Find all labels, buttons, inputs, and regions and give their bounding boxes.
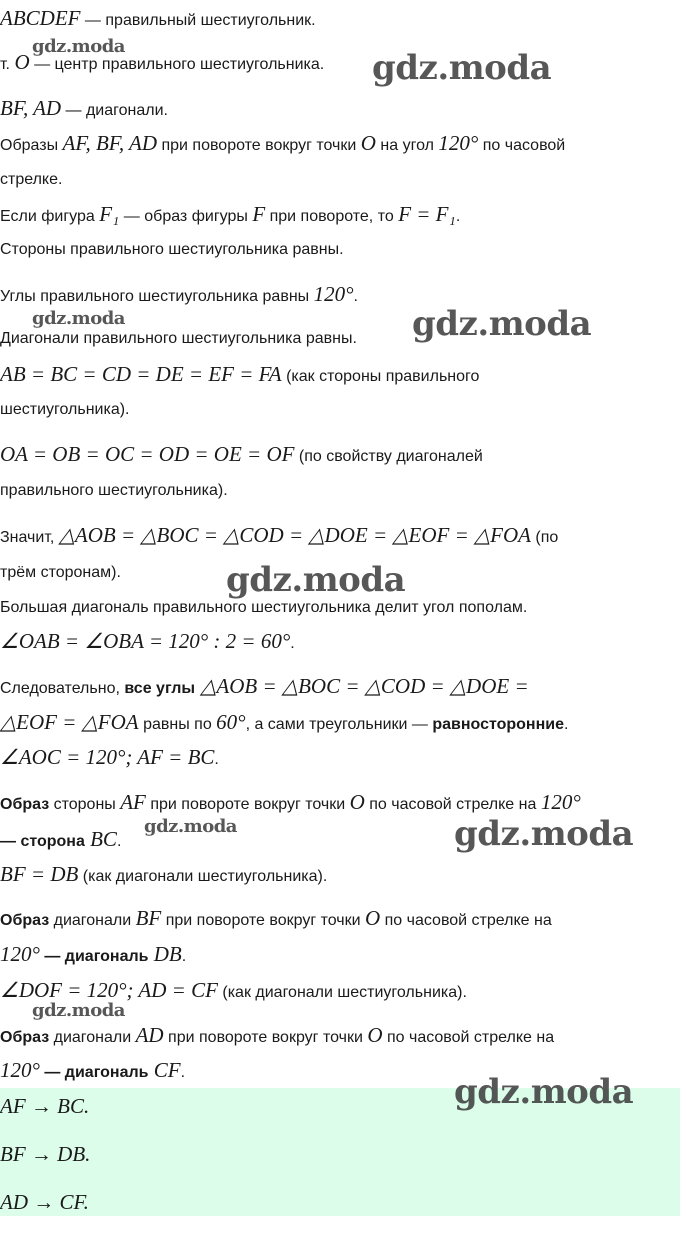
watermark-text: gdz.moda: [32, 1000, 125, 1021]
text-line-2: т. O — центр правильного шестиугольника.: [0, 50, 325, 74]
watermark-text: gdz.moda: [32, 308, 125, 329]
text-line-24: Образ диагонали BF при повороте вокруг точки O по часовой стрелке на: [0, 906, 552, 930]
text-line-5: стрелке.: [0, 171, 63, 188]
text-line-14: Значит, △AOB = △BOC = △COD = △DOE = △EOF = △FOA (по: [0, 523, 559, 547]
text-line-12: OA = OB = OC = OD = OE = OF (по свойству диагоналей: [0, 442, 483, 466]
text-line-4: Образы AF, BF, AD при повороте вокруг точки O на угол 120° по часовой: [0, 131, 566, 155]
watermark-text: gdz.moda: [32, 36, 125, 57]
watermark-text: gdz.moda: [144, 816, 237, 837]
text-line-28: 120° — диагональ CF.: [0, 1058, 186, 1082]
text-line-17: ∠OAB = ∠OBA = 120° : 2 = 60°.: [0, 629, 295, 653]
text-line-9: Диагонали правильного шестиугольника равны.: [0, 330, 357, 347]
text-line-6: Если фигура F₁ — образ фигуры F при повороте, то F = F₁.: [0, 202, 461, 226]
text-line-3: BF, AD — диагонали.: [0, 96, 168, 120]
text-line-10: AB = BC = CD = DE = EF = FA (как стороны правильного: [0, 362, 480, 386]
text-line-21: Образ стороны AF при повороте вокруг точки O по часовой стрелке на 120°: [0, 790, 581, 814]
text-line-15: трём сторонам).: [0, 564, 121, 581]
text-line-23: BF = DB (как диагонали шестиугольника).: [0, 862, 328, 886]
text-line-8: Углы правильного шестиугольника равны 120°.: [0, 282, 358, 306]
answer-line-3: AD → CF.: [0, 1190, 89, 1214]
text-line-11: шестиугольника).: [0, 401, 130, 418]
text-line-27: Образ диагонали AD при повороте вокруг точки O по часовой стрелке на: [0, 1023, 555, 1047]
text-line-19: △EOF = △FOA равны по 60°, а сами треугольники — равносторонние.: [0, 710, 569, 734]
text-line-26: ∠DOF = 120°; AD = CF (как диагонали шестиугольника).: [0, 978, 467, 1002]
text-line-13: правильного шестиугольника).: [0, 482, 228, 499]
watermark-text: gdz.moda: [372, 48, 552, 88]
watermark-text: gdz.moda: [454, 814, 634, 854]
text-line-1: ABCDEF — правильный шестиугольник.: [0, 6, 316, 30]
text-line-16: Большая диагональ правильного шестиугольника делит угол пополам.: [0, 599, 528, 616]
text-line-25: 120° — диагональ DB.: [0, 942, 187, 966]
answer-line-2: BF → DB.: [0, 1142, 91, 1166]
watermark-text: gdz.moda: [454, 1072, 634, 1112]
text-line-7: Стороны правильного шестиугольника равны.: [0, 241, 344, 258]
watermark-text: gdz.moda: [412, 304, 592, 344]
text-line-20: ∠AOC = 120°; AF = BC.: [0, 745, 219, 769]
watermark-text: gdz.moda: [226, 560, 406, 600]
text-line-22: — сторона BC.: [0, 827, 122, 851]
answer-line-1: AF → BC.: [0, 1094, 90, 1118]
text-line-18: Следовательно, все углы △AOB = △BOC = △COD = △DOE =: [0, 674, 529, 698]
